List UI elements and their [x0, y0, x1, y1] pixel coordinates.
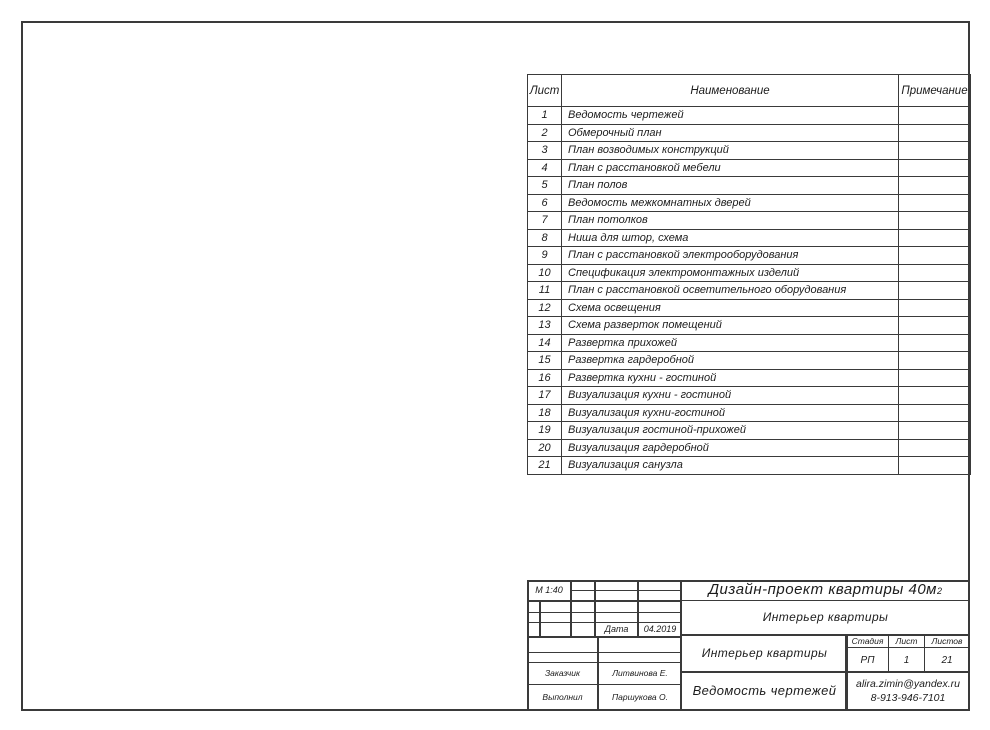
- project-title-cell: Дизайн-проект квартиры 40м 2: [681, 580, 970, 601]
- empty-cell: [571, 590, 595, 601]
- sheet-name-cell: План с расстановкой осветительного оборудования: [562, 282, 899, 300]
- header-note: Примечание: [899, 75, 971, 107]
- table-row: [528, 457, 971, 475]
- sheet-note-cell: [899, 107, 971, 125]
- table-row: [528, 334, 971, 352]
- titleblock-divider-vertical-right: [845, 635, 847, 711]
- sheet-number-cell: 16: [528, 369, 562, 387]
- contact-email: alira.zimin@yandex.ru: [855, 678, 961, 691]
- sheet-name-cell: Визуализация гостиной-прихожей: [562, 422, 899, 440]
- sheet-note-cell: [899, 404, 971, 422]
- customer-label-cell: Заказчик: [527, 662, 598, 685]
- sheet-name-cell: Визуализация кухни - гостиной: [562, 387, 899, 405]
- sheet-name-cell: План с расстановкой электрооборудования: [562, 247, 899, 265]
- titleblock-divider-horizontal-2: [680, 671, 970, 673]
- sheet-list-table: [527, 74, 971, 475]
- empty-cell: [595, 590, 638, 601]
- sheet-note-cell: [899, 439, 971, 457]
- sheet-note-cell: [899, 194, 971, 212]
- sheet-list-header-row: [528, 75, 971, 107]
- sheet-number-cell: 21: [528, 457, 562, 475]
- sheet-number-cell: 3: [528, 142, 562, 160]
- sheet-name-cell: Развертка кухни - гостиной: [562, 369, 899, 387]
- sheet-note-cell: [899, 124, 971, 142]
- sheet-number-cell: 4: [528, 159, 562, 177]
- sheet-number-cell: 13: [528, 317, 562, 335]
- table-row: [528, 439, 971, 457]
- sheet-number-cell: 11: [528, 282, 562, 300]
- sheet-number-cell: 10: [528, 264, 562, 282]
- sheet-number-cell: 9: [528, 247, 562, 265]
- author-label-cell: Выполнил: [527, 684, 598, 711]
- table-row: [528, 404, 971, 422]
- customer-name-cell: Литвинова Е.: [598, 662, 682, 685]
- empty-cell: [527, 637, 598, 653]
- contact-phone: 8-913-946-7101: [870, 691, 946, 704]
- sheet-note-cell: [899, 229, 971, 247]
- title-block: [527, 580, 970, 711]
- sheet-number-cell: 17: [528, 387, 562, 405]
- sheet-note-cell: [899, 142, 971, 160]
- sheet-note-cell: [899, 369, 971, 387]
- sheet-name-cell: План с расстановкой мебели: [562, 159, 899, 177]
- table-row: [528, 422, 971, 440]
- sheet-note-cell: [899, 387, 971, 405]
- sheet-note-cell: [899, 299, 971, 317]
- table-row: [528, 177, 971, 195]
- sheet-number-cell: 2: [528, 124, 562, 142]
- sheet-number-cell: 15: [528, 352, 562, 370]
- sheet-name-cell: Ниша для штор, схема: [562, 229, 899, 247]
- table-row: [528, 229, 971, 247]
- header-name: Наименование: [562, 75, 899, 107]
- author-name-cell: Паршукова О.: [598, 684, 682, 711]
- titleblock-divider-horizontal-left: [527, 636, 682, 638]
- sheets-value-cell: 21: [924, 647, 970, 673]
- sheet-name-cell: Ведомость чертежей: [562, 107, 899, 125]
- table-row: [528, 352, 971, 370]
- sheet-name-cell: Схема разверток помещений: [562, 317, 899, 335]
- sheet-name-cell: План потолков: [562, 212, 899, 230]
- sheet-number-cell: 19: [528, 422, 562, 440]
- sheet-name-cell: Развертка гардеробной: [562, 352, 899, 370]
- sheet-number-cell: 6: [528, 194, 562, 212]
- sheet-number-cell: 20: [528, 439, 562, 457]
- sheet-name-cell: Ведомость межкомнатных дверей: [562, 194, 899, 212]
- empty-cell: [598, 637, 682, 653]
- sheet-number-cell: 1: [528, 107, 562, 125]
- sheet-name-cell: Схема освещения: [562, 299, 899, 317]
- sheet-number-cell: 7: [528, 212, 562, 230]
- sheet-value-cell: 1: [888, 647, 925, 673]
- table-row: [528, 124, 971, 142]
- table-row: [528, 194, 971, 212]
- titleblock-divider-vertical: [680, 580, 682, 711]
- sheet-name-cell: План возводимых конструкций: [562, 142, 899, 160]
- sheet-note-cell: [899, 317, 971, 335]
- date-value-cell: 04.2019: [638, 622, 682, 638]
- sheet-name-cell: Визуализация санузла: [562, 457, 899, 475]
- sheet-name-cell: План полов: [562, 177, 899, 195]
- table-row: [528, 264, 971, 282]
- scale-cell: М 1:40: [527, 580, 571, 601]
- table-row: [528, 282, 971, 300]
- sheet-name-cell: Развертка прихожей: [562, 334, 899, 352]
- sheet-number-cell: 14: [528, 334, 562, 352]
- sheet-note-cell: [899, 177, 971, 195]
- sheet-note-cell: [899, 457, 971, 475]
- table-row: [528, 387, 971, 405]
- sheet-note-cell: [899, 422, 971, 440]
- sheet-number-cell: 5: [528, 177, 562, 195]
- table-row: [528, 369, 971, 387]
- sheet-name-cell: Визуализация кухни-гостиной: [562, 404, 899, 422]
- table-row: [528, 107, 971, 125]
- sheet-number-cell: 18: [528, 404, 562, 422]
- sheet-note-cell: [899, 352, 971, 370]
- sheet-note-cell: [899, 334, 971, 352]
- sheet-name-cell: Визуализация гардеробной: [562, 439, 899, 457]
- sheet-name-cell: Обмерочный план: [562, 124, 899, 142]
- empty-cell: [638, 590, 682, 601]
- sheet-note-cell: [899, 282, 971, 300]
- sheet-note-cell: [899, 264, 971, 282]
- contact-cell: [846, 672, 970, 711]
- stage-label-cell: Стадия: [846, 635, 889, 648]
- table-row: [528, 247, 971, 265]
- sheet-name-cell: Спецификация электромонтажных изделий: [562, 264, 899, 282]
- table-row: [528, 299, 971, 317]
- titleblock-divider-horizontal-1: [680, 634, 970, 636]
- sheet-label-cell: Лист: [888, 635, 925, 648]
- table-row: [528, 159, 971, 177]
- sheet-number-cell: 12: [528, 299, 562, 317]
- date-label-cell: Дата: [595, 622, 638, 638]
- table-row: [528, 142, 971, 160]
- table-row: [528, 317, 971, 335]
- object-title-repeat-cell: Интерьер квартиры: [681, 635, 848, 673]
- document-title-cell: Ведомость чертежей: [681, 672, 848, 711]
- sheet-note-cell: [899, 247, 971, 265]
- object-title-cell: Интерьер квартиры: [681, 600, 970, 636]
- project-title: Дизайн-проект квартиры 40м: [708, 581, 937, 599]
- sheet-note-cell: [899, 212, 971, 230]
- sheets-label-cell: Листов: [924, 635, 970, 648]
- table-row: [528, 212, 971, 230]
- header-sheet: Лист: [528, 75, 562, 107]
- sheet-number-cell: 8: [528, 229, 562, 247]
- sheet-note-cell: [899, 159, 971, 177]
- stage-value-cell: РП: [846, 647, 889, 673]
